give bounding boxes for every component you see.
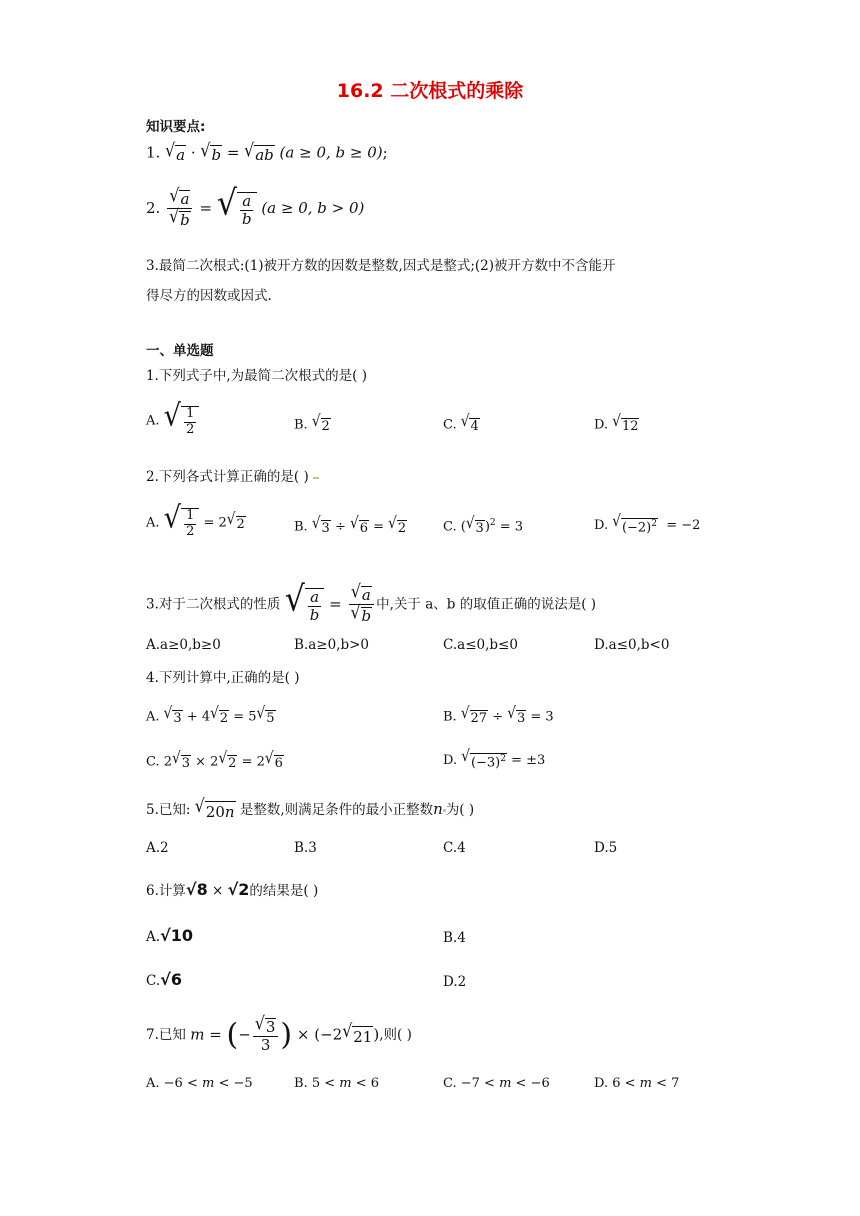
q2-option-d[interactable]: D. √ $(-2)^2$ = −2	[594, 512, 701, 536]
knowledge-2: 2. √ a √ b = √ $\frac{a}{b}$ (a ≥ 0, b > 0)	[146, 183, 365, 230]
question-3: 3.对于二次根式的性质 √ $\frac{a}{b}$ = √ a √ b 中,关于 a、b 的取值正确的说法是( )	[146, 579, 597, 626]
q2-option-c[interactable]: C. ( √ 3 )$^2$ = 3	[443, 514, 524, 536]
q4-option-c[interactable]: C. 2 √ 3 × 2 √ 2 = 2 √ 6	[146, 749, 283, 771]
q4-option-b[interactable]: B. √ 27 ÷ √ 3 = 3	[443, 704, 554, 726]
knowledge-3-line2: 得尽方的因数或因式.	[146, 288, 272, 304]
q2-option-b[interactable]: B. √ 3 ÷ √ 6 = √ 2	[294, 514, 407, 536]
q1-option-d[interactable]: D. √ 12	[594, 412, 639, 434]
q5-option-b[interactable]: B.3	[294, 840, 317, 856]
section-heading: 一、单选题	[146, 343, 214, 359]
question-1: 1.下列式子中,为最简二次根式的是( )	[146, 368, 367, 384]
q7-option-c[interactable]: C. −7 < m < −6	[443, 1076, 550, 1091]
q6-option-a[interactable]: A.√10	[146, 926, 193, 945]
question-6: 6.计算√8 × √2的结果是( )	[146, 880, 319, 899]
q6-option-c[interactable]: C.√6	[146, 970, 182, 989]
q3-option-a[interactable]: A.a≥0,b≥0	[146, 637, 221, 653]
q1-option-b[interactable]: B. √ 2	[294, 412, 330, 434]
q3-option-b[interactable]: B.a≥0,b>0	[294, 637, 369, 653]
knowledge-1: 1. √ a · √ b = √ ab (a ≥ 0, b ≥ 0);	[146, 139, 388, 164]
q3-option-d[interactable]: D.a≤0,b<0	[594, 637, 670, 653]
mark	[313, 477, 319, 479]
q6-option-d[interactable]: D.2	[443, 974, 467, 990]
q7-option-b[interactable]: B. 5 < m < 6	[294, 1076, 380, 1091]
question-4: 4.下列计算中,正确的是( )	[146, 670, 300, 686]
q5-option-a[interactable]: A.2	[146, 840, 169, 856]
knowledge-3-line1: 3.最简二次根式:(1)被开方数的因数是整数,因式是整式;(2)被开方数中不含能开	[146, 258, 616, 274]
q5-option-c[interactable]: C.4	[443, 840, 466, 856]
page-title: 16.2 二次根式的乘除	[336, 80, 524, 102]
q1-option-a[interactable]: A. √ $\frac{1}{2}$	[146, 404, 199, 438]
q7-option-a[interactable]: A. −6 < m < −5	[146, 1076, 253, 1091]
q3-option-c[interactable]: C.a≤0,b≤0	[443, 637, 518, 653]
q7-option-d[interactable]: D. 6 < m < 7	[594, 1076, 680, 1091]
question-5: 5.已知: √ 20n 是整数,则满足条件的最小正整数n 为( )	[146, 794, 475, 821]
q4-option-a[interactable]: A. √ 3 + 4 √ 2 = 5 √ 5	[146, 704, 275, 726]
q1-option-c[interactable]: C. √ 4	[443, 412, 479, 434]
q2-option-a[interactable]: A. √ $\frac{1}{2}$ = 2 √ 2	[146, 501, 245, 539]
question-7: 7.已知 m = (− √ 3 3 ) × (−2 √ 21 ),则( )	[146, 1012, 412, 1055]
formula: √ a	[165, 139, 186, 164]
q6-option-b[interactable]: B.4	[443, 930, 466, 946]
knowledge-heading: 知识要点:	[146, 119, 206, 135]
q4-option-d[interactable]: D. √ $(-3)^2$ = ±3	[443, 747, 546, 771]
q5-option-d[interactable]: D.5	[594, 840, 618, 856]
question-2: 2.下列各式计算正确的是( )	[146, 467, 319, 487]
